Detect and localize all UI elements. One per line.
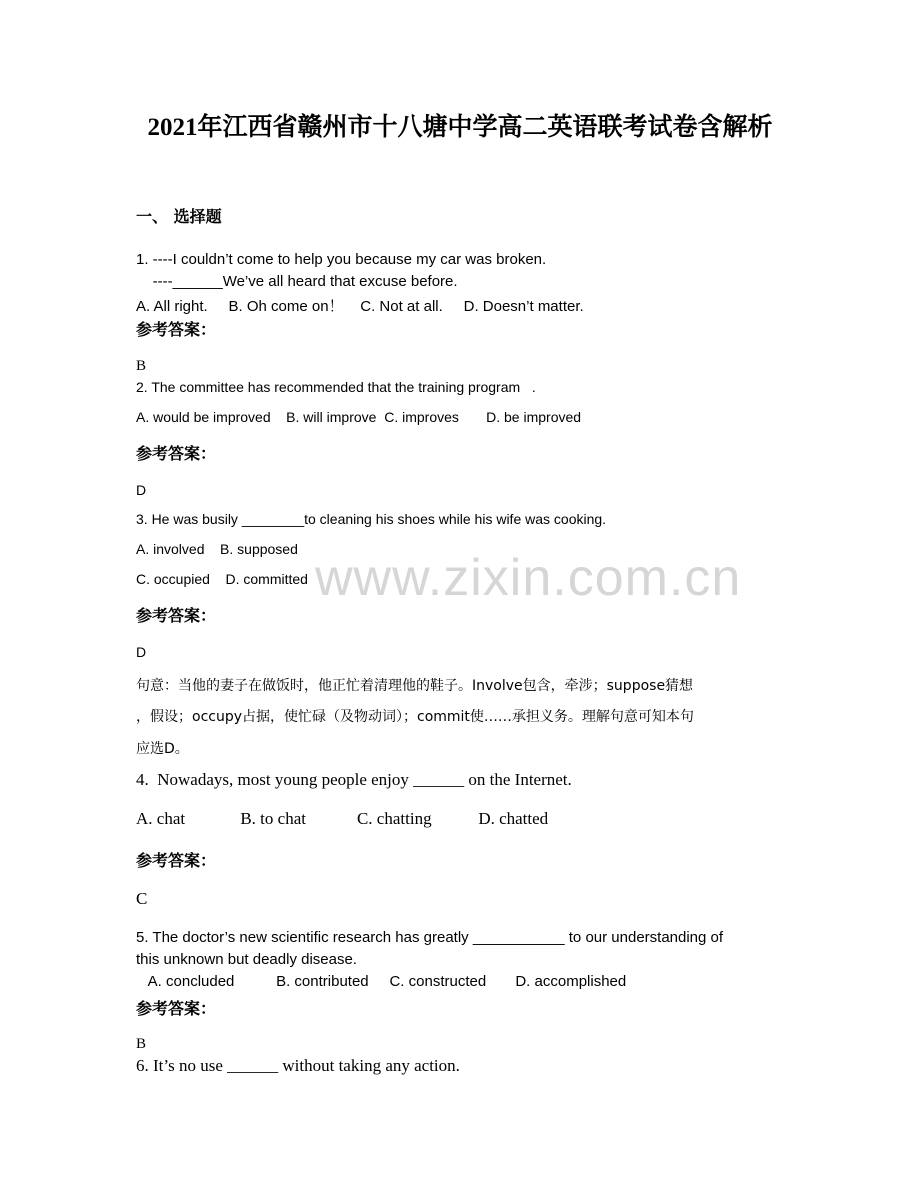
answer-label-1: 参考答案： <box>136 320 217 339</box>
answer-4: C <box>136 889 148 908</box>
question-1-line-2: ----______We’ve all heard that excuse before. <box>136 273 458 290</box>
question-2-line-1: 2. The committee has recommended that the training program . <box>136 379 536 395</box>
question-1-options: A. All right. B. Oh come on！ C. Not at all. D. Doesn’t matter. <box>136 298 584 315</box>
question-3-line-1: 3. He was busily ________to cleaning his shoes while his wife was cooking. <box>136 511 607 527</box>
answer-label-5: 参考答案： <box>136 999 217 1018</box>
answer-5: B <box>136 1036 147 1052</box>
question-5-line-2: this unknown but deadly disease. <box>136 951 357 968</box>
question-2-options: A. would be improved B. will improve C. improves D. be improved <box>136 409 582 425</box>
section-heading: 一、 选择题 <box>136 207 222 226</box>
question-4-line-1: 4. Nowadays, most young people enjoy ______ on the Internet. <box>136 770 572 789</box>
answer-2: D <box>136 482 147 498</box>
answer-3: D <box>136 644 147 660</box>
answer-label-2: 参考答案： <box>136 444 217 463</box>
question-5-line-1: 5. The doctor’s new scientific research has greatly ___________ to our understanding of <box>136 929 724 946</box>
answer-label-3: 参考答案： <box>136 606 217 625</box>
answer-label-4: 参考答案： <box>136 851 217 870</box>
answer-1: B <box>136 358 147 374</box>
explanation-line-1: 句意：当他的妻子在做饭时，他正忙着清理他的鞋子。Involve包含，牵涉；suppose猜想 <box>136 678 694 694</box>
question-5-options: A. concluded B. contributed C. constructed D. accomplished <box>136 973 627 990</box>
watermark: www.zixin.com.cn <box>315 549 742 607</box>
question-3-options-1: A. involved B. supposed <box>136 541 298 557</box>
question-1-line-1: 1. ----I couldn’t come to help you because my car was broken. <box>136 251 547 268</box>
explanation-line-3: 应选D。 <box>136 741 189 757</box>
question-6-line-1: 6. It’s no use ______ without taking any action. <box>136 1056 460 1075</box>
question-3-options-2: C. occupied D. committed <box>136 571 308 587</box>
page-title: 2021年江西省赣州市十八塘中学高二英语联考试卷含解析 <box>147 114 773 141</box>
question-4-options: A. chat B. to chat C. chatting D. chatted <box>136 809 549 828</box>
explanation-line-2: ，假设；occupy占据，使忙碌（及物动词）；commit使……承担义务。理解句意可知本句 <box>136 709 694 725</box>
